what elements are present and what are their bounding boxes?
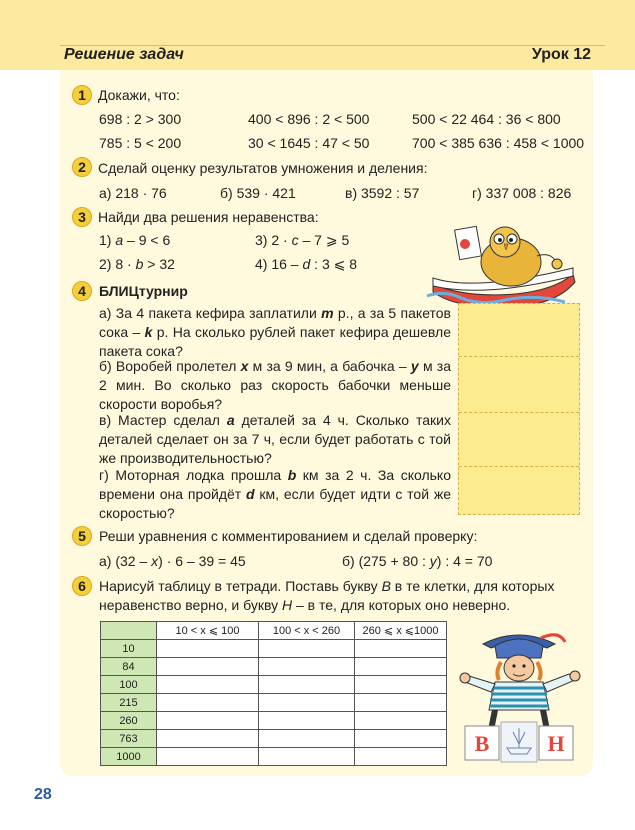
- row-label: 763: [101, 730, 157, 748]
- task3-item: 2) 8 · b > 32: [99, 256, 175, 272]
- task1-expr: 785 : 5 < 200: [99, 135, 182, 151]
- row-label: 1000: [101, 748, 157, 766]
- table-row: [101, 712, 447, 730]
- task4-problem-c: в) Мастер сделал a деталей за 4 ч. Сколько таких деталей сделает он за 7 ч, если будет работать с той же производительностью?: [99, 412, 451, 466]
- task2-title: Сделай оценку результатов умножения и деления:: [98, 160, 428, 176]
- task1-expr: 700 < 385 636 : 458 < 1000: [412, 135, 585, 151]
- task3-item: 3) 2 · c – 7 ⩾ 5: [255, 232, 350, 248]
- task1-expr: 698 : 2 > 300: [99, 111, 182, 127]
- table-corner-cell: [101, 622, 157, 640]
- table-header: 100 < x < 260: [259, 622, 355, 640]
- task-number-2: 2: [72, 157, 92, 177]
- task3-item: 1) a – 9 < 6: [99, 232, 171, 248]
- task4-problem-d: г) Моторная лодка прошла b км за 2 ч. За сколько времени она пройдёт d км, если будет идти с той же скоростью?: [99, 467, 451, 521]
- task2-item: а) 218 · 76: [99, 185, 167, 201]
- section-title: Решение задач: [64, 46, 184, 63]
- task1-expr: 500 < 22 464 : 36 < 800: [412, 111, 561, 127]
- task-number-3: 3: [72, 207, 92, 227]
- task-number-4: 4: [72, 281, 92, 301]
- answer-box-divider: [459, 466, 579, 467]
- answer-box-divider: [459, 356, 579, 357]
- lesson-label: Урок 12: [531, 46, 591, 63]
- table-row: [101, 676, 447, 694]
- task4-problem-a: а) За 4 пакета кефира заплатили m р., а за 5 пакетов сока – k р. На сколько рублей пакет кефира дешевле пакета сока?: [99, 305, 451, 359]
- answer-box-divider: [459, 412, 579, 413]
- row-label: 260: [101, 712, 157, 730]
- table-row: [101, 658, 447, 676]
- row-label: 84: [101, 658, 157, 676]
- task-number-5: 5: [72, 526, 92, 546]
- task4-title: БЛИЦтурнир: [99, 283, 188, 299]
- table-row: [101, 748, 447, 766]
- task1-expr: 400 < 896 : 2 < 500: [248, 111, 370, 127]
- task2-item: г) 337 008 : 826: [472, 185, 572, 201]
- task1-expr: 30 < 1645 : 47 < 50: [248, 135, 370, 151]
- table-row: [101, 730, 447, 748]
- answer-box: [458, 303, 580, 515]
- task-number-6: 6: [72, 576, 92, 596]
- owl-on-boat-illustration: [425, 212, 577, 312]
- table-row: [101, 640, 447, 658]
- page-number: 28: [34, 786, 52, 803]
- task6-line-1: Нарисуй таблицу в тетради. Поставь букву В в те клетки, для которых: [99, 578, 555, 594]
- task5-title: Реши уравнения с комментированием и сделай проверку:: [99, 528, 478, 544]
- row-label: 10: [101, 640, 157, 658]
- task3-item: 4) 16 – d : 3 ⩽ 8: [255, 256, 358, 272]
- task-number-1: 1: [72, 85, 92, 105]
- table-header: 260 ⩽ x ⩽1000: [355, 622, 447, 640]
- task6-line-2: неравенство верно, и букву Н – в те, для которых оно неверно.: [99, 597, 511, 613]
- task5-equation-b: б) (275 + 80 : y) : 4 = 70: [342, 553, 493, 569]
- task3-title: Найди два решения неравенства:: [98, 209, 319, 225]
- task2-item: в) 3592 : 57: [345, 185, 420, 201]
- task2-item: б) 539 · 421: [220, 185, 296, 201]
- table-row: [101, 694, 447, 712]
- cube-letter: В: [474, 731, 490, 756]
- cube-letter: Н: [547, 731, 565, 756]
- page-header: [0, 0, 635, 70]
- task5-equation-a: а) (32 – x) · 6 – 39 = 45: [99, 553, 246, 569]
- boy-with-cubes-illustration: [455, 628, 585, 773]
- task1-title: Докажи, что:: [98, 87, 180, 103]
- table-header: 10 < x ⩽ 100: [157, 622, 259, 640]
- table-header-row: [101, 622, 447, 640]
- task4-problem-b: б) Воробей пролетел x м за 9 мин, а бабочка – y м за 2 мин. Во сколько раз скорость бабочки меньше скорости воробья?: [99, 358, 451, 412]
- task6-table: [100, 621, 447, 766]
- row-label: 100: [101, 676, 157, 694]
- row-label: 215: [101, 694, 157, 712]
